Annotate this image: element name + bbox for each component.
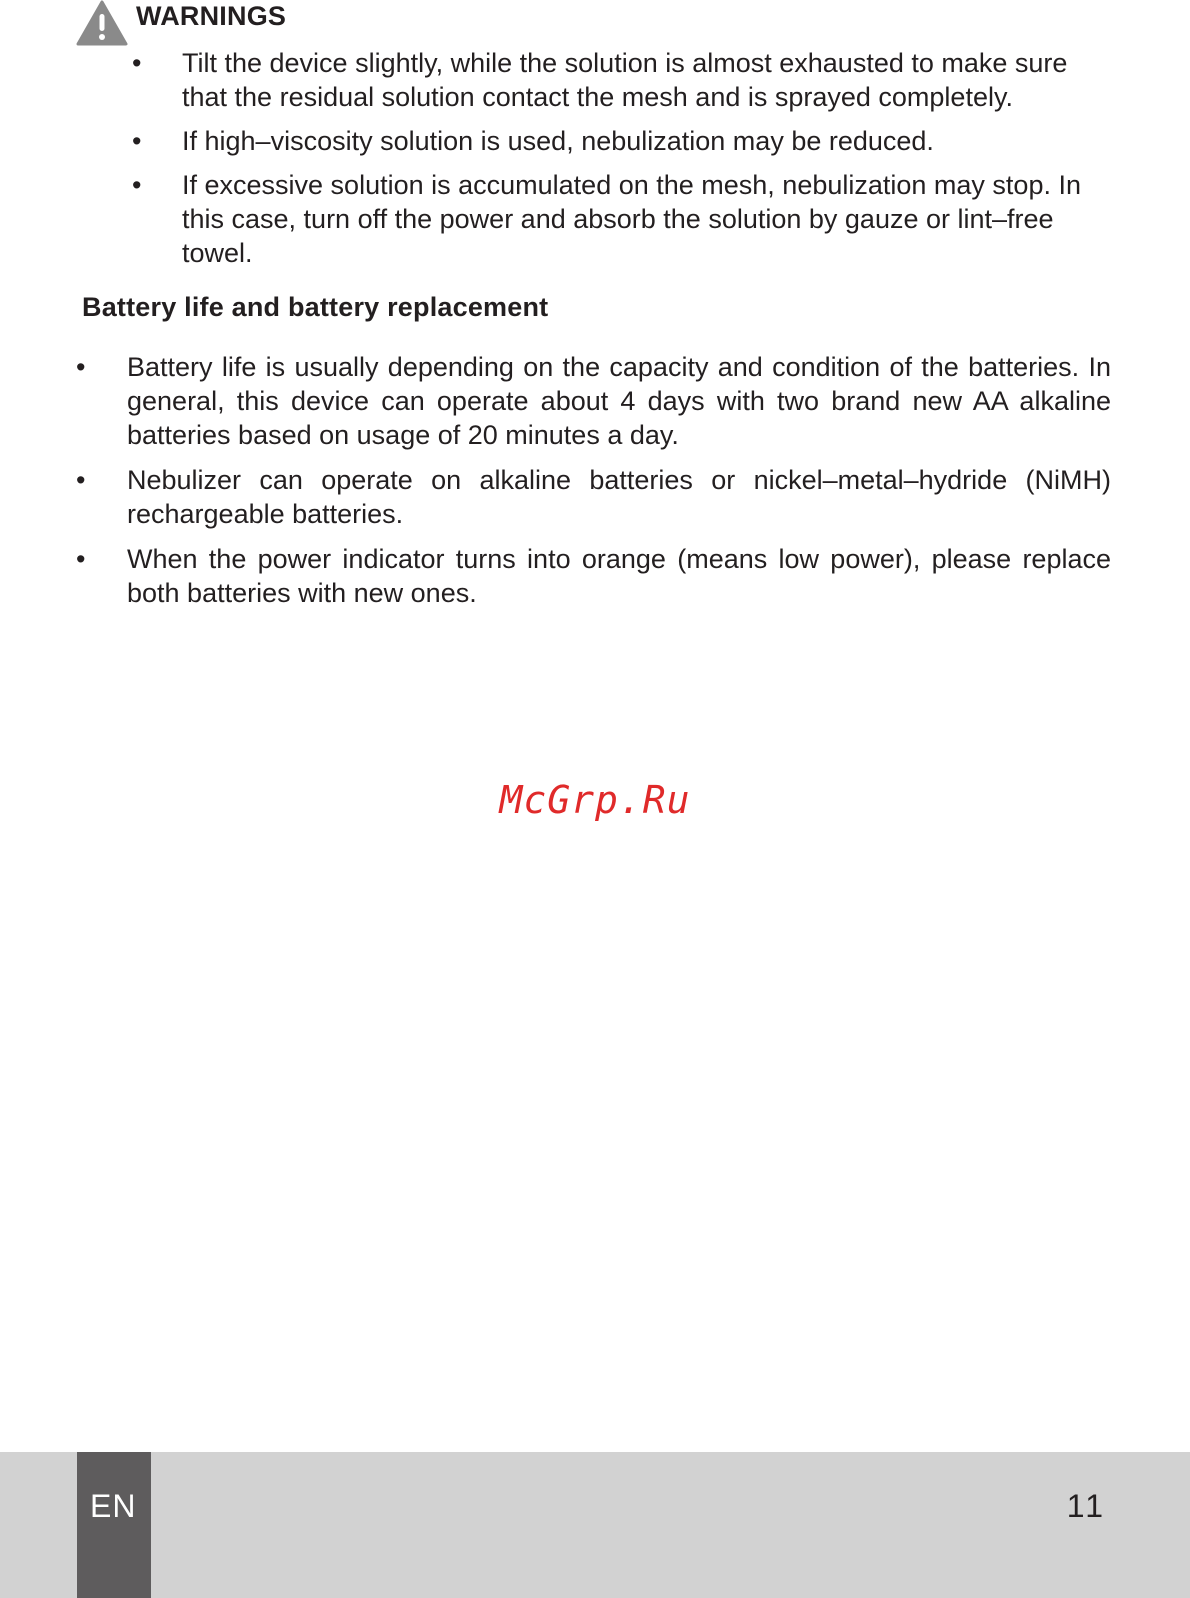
- warnings-block: [76, 0, 1116, 280]
- warning-item: [76, 46, 1114, 114]
- battery-item: [76, 463, 1111, 531]
- language-label: EN: [90, 1488, 137, 1524]
- warning-text: If excessive solution is accumulated on the mesh, nebulization may stop. In this case, turn off the power and absorb the solution by gauze or lint–free towel.: [182, 170, 1081, 268]
- footer-bar: [0, 1452, 1190, 1598]
- battery-item: [76, 350, 1111, 452]
- bullet: •: [76, 465, 86, 495]
- battery-text: Battery life is usually depending on the capacity and condition of the batteries. In general, this device can operate about 4 days with two brand new AA alkaline batteries based on usage of 20 minutes a day.: [127, 352, 1111, 450]
- language-tab: [77, 1452, 151, 1598]
- warning-item: [76, 168, 1114, 270]
- bullet: •: [76, 544, 86, 574]
- warnings-header: [76, 0, 1116, 46]
- warning-text: Tilt the device slightly, while the solution is almost exhausted to make sure that the residual solution contact the mesh and is sprayed completely.: [182, 48, 1068, 112]
- bullet: •: [132, 126, 142, 156]
- page-number: 11: [1066, 1488, 1106, 1524]
- warning-item: [76, 124, 1114, 158]
- bullet: •: [132, 170, 142, 200]
- watermark: McGrp.Ru: [499, 778, 691, 822]
- section-title: Battery life and battery replacement: [82, 292, 549, 322]
- bullet: •: [76, 352, 86, 382]
- warnings-title: WARNINGS: [136, 0, 287, 31]
- battery-item: [76, 542, 1111, 610]
- battery-text: When the power indicator turns into orange (means low power), please replace both batteries with new ones.: [127, 544, 1111, 608]
- warnings-list: [76, 46, 1116, 270]
- bullet: •: [132, 48, 142, 78]
- battery-text: Nebulizer can operate on alkaline batteries or nickel–metal–hydride (NiMH) rechargeable batteries.: [127, 465, 1111, 529]
- warning-icon: [76, 0, 128, 46]
- battery-list: [76, 350, 1116, 621]
- warning-text: If high–viscosity solution is used, nebulization may be reduced.: [182, 126, 934, 156]
